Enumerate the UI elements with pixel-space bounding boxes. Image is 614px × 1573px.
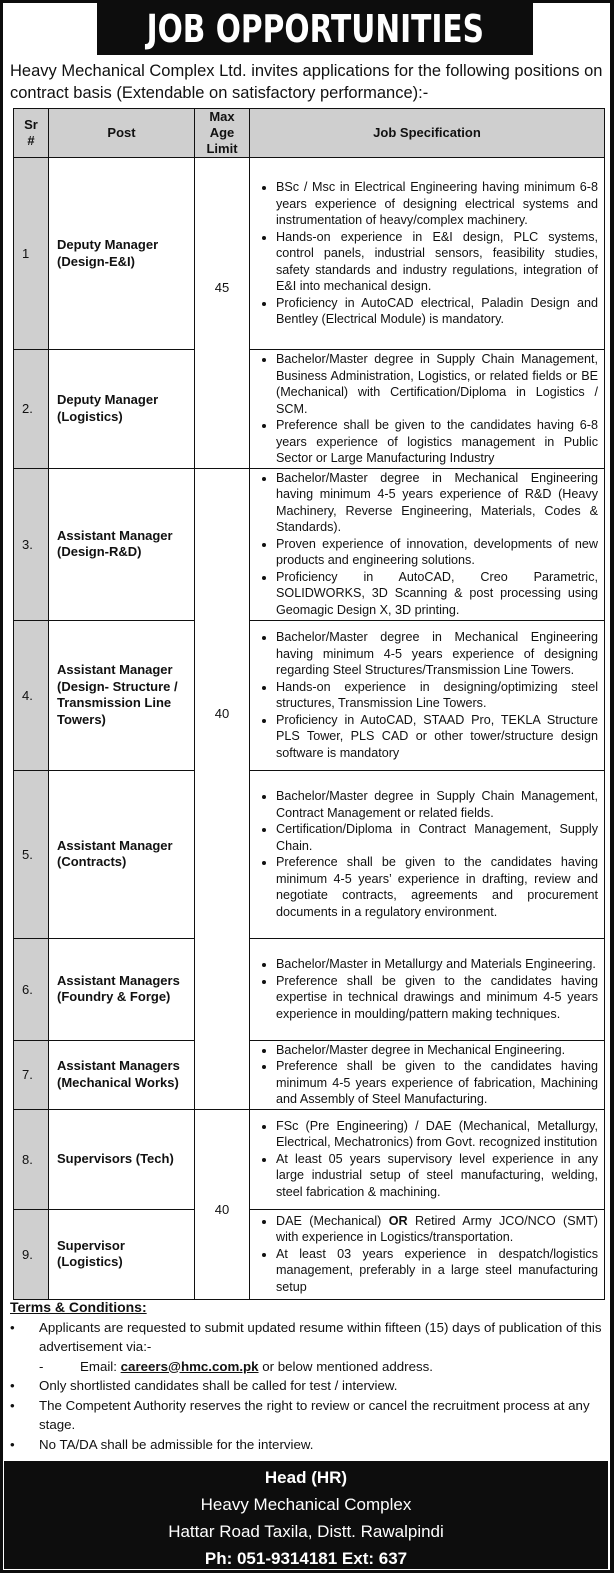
spec-item: • Bachelor/Master degree in Mechanical Engineering.	[276, 1042, 598, 1059]
terms-item-text: The Competent Authority reserves the right to review or cancel the recruitment process at any stage.	[39, 1397, 590, 1432]
job-spec-cell	[250, 350, 605, 469]
intro-text: Heavy Mechanical Complex Ltd. invites applications for the following positions on contract basis (Extendable on satisfactory performance):-	[10, 62, 603, 102]
table-row	[14, 1109, 605, 1209]
spec-list	[256, 788, 598, 920]
post-cell: Supervisor (Logistics)	[49, 1209, 195, 1299]
spec-list	[256, 1118, 598, 1201]
bullet-icon: •	[10, 1319, 15, 1335]
email-label: Email:	[80, 1358, 117, 1374]
bullet-icon: •	[10, 1436, 15, 1452]
table-row	[14, 1209, 605, 1299]
spec-list	[256, 1213, 598, 1296]
spec-item: • Proficiency in AutoCAD, STAAD Pro, TEKLA Structure PLS Tower, PLS CAD or other tower/structure design software is mandatory	[276, 712, 598, 762]
terms-item	[10, 1435, 610, 1455]
sr-cell: 1	[14, 158, 49, 350]
post-cell: Assistant Manager (Design-R&D)	[49, 468, 195, 620]
footer-org: Heavy Mechanical Complex	[200, 1495, 412, 1514]
bullet-icon: •	[10, 1397, 15, 1413]
job-spec-cell	[250, 1209, 605, 1299]
footer-head: Head (HR)	[264, 1468, 348, 1487]
post-cell: Assistant Managers (Foundry & Forge)	[49, 938, 195, 1040]
footer-phone: Ph: 051-9314181 Ext: 637	[204, 1549, 408, 1568]
spec-list	[256, 470, 598, 619]
terms-item	[10, 1318, 610, 1357]
spec-item: • FSc (Pre Engineering) / DAE (Mechanical, Metallurgy, Electrical, Mechatronics) from Govt. recognized institution	[276, 1118, 598, 1151]
table-row	[14, 350, 605, 469]
spec-item: • Bachelor/Master degree in Supply Chain Management, Contract Management or related fields.	[276, 788, 598, 821]
spec-item: • Hands-on experience in E&I design, PLC systems, control panels, industrial sensors, feasibility studies, safety standards and industry regulations, integration of E&I into mechanical design.	[276, 229, 598, 295]
job-spec-cell	[250, 938, 605, 1040]
banner-title	[97, 3, 533, 55]
table-row	[14, 620, 605, 770]
sr-cell: 5.	[14, 770, 49, 938]
spec-list	[256, 351, 598, 467]
spec-item: • Preference shall be given to the candidates having 6-8 years experience of logistics management in Public Sector or Large Manufacturing Industry	[276, 417, 598, 467]
job-spec-cell	[250, 1109, 605, 1209]
sr-cell: 4.	[14, 620, 49, 770]
spec-item: • Proven experience of innovation, developments of new products and engineering solutions.	[276, 536, 598, 569]
table-row	[14, 468, 605, 620]
spec-list	[256, 179, 598, 328]
terms-item	[10, 1396, 610, 1435]
spec-item: • Proficiency in AutoCAD, Creo Parametric, SOLIDWORKS, 3D Scanning & post processing using Geomagic Design X, 3D printing.	[276, 569, 598, 619]
sr-cell: 7.	[14, 1040, 49, 1109]
spec-list	[256, 956, 598, 1022]
job-spec-cell	[250, 158, 605, 350]
terms-item-text: Only shortlisted candidates shall be called for test / interview.	[39, 1378, 398, 1393]
terms-item-text: No TA/DA shall be admissible for the interview.	[39, 1436, 314, 1452]
header-post: Post	[49, 109, 195, 158]
terms-subitem-email	[10, 1357, 610, 1377]
table-header-row	[14, 109, 605, 158]
age-limit-cell: 40	[195, 1109, 250, 1299]
spec-item: • Bachelor/Master degree in Mechanical Engineering having minimum 4-5 years experience of R&D (Heavy Machinery, Reverse Engineering, Materials, Codes & Standards).	[276, 470, 598, 536]
post-cell: Assistant Manager (Contracts)	[49, 770, 195, 938]
email-link[interactable]: careers@hmc.com.pk	[120, 1358, 259, 1374]
spec-item: • DAE (Mechanical) OR Retired Army JCO/NCO (SMT) with experience in Logistics/transportation.	[276, 1213, 598, 1246]
footer-address: Hattar Road Taxila, Distt. Rawalpindi	[168, 1522, 444, 1541]
terms-item-text: Applicants are requested to submit updated resume within fifteen (15) days of publication of this advertisement via:-	[39, 1319, 602, 1354]
contact-footer	[4, 1461, 608, 1569]
spec-item: • Bachelor/Master degree in Mechanical Engineering having minimum 4-5 years experience of designing regarding Steel Structures/Transmission Line Towers.	[276, 629, 598, 679]
terms-list	[10, 1318, 610, 1455]
dash-icon: -	[39, 1358, 44, 1374]
header-age-text: Max Age Limit	[206, 109, 238, 156]
post-cell: Supervisors (Tech)	[49, 1109, 195, 1209]
job-spec-cell	[250, 468, 605, 620]
terms-section	[10, 1298, 610, 1454]
table-row	[14, 158, 605, 350]
job-spec-cell	[250, 1040, 605, 1109]
spec-item: • BSc / Msc in Electrical Engineering having minimum 6-8 years experience of designing electrical systems and instrumentation of heavy/complex machinery.	[276, 179, 598, 229]
spec-item: • At least 03 years experience in despatch/logistics management, preferably in a large steel manufacturing setup	[276, 1246, 598, 1296]
spec-list	[256, 1042, 598, 1108]
jobs-table	[13, 108, 605, 1300]
header-sr	[14, 109, 49, 158]
age-limit-cell: 40	[195, 468, 250, 1109]
sr-cell: 6.	[14, 938, 49, 1040]
job-spec-cell	[250, 770, 605, 938]
age-limit-cell: 45	[195, 158, 250, 469]
email-suffix: or below mentioned address.	[258, 1358, 433, 1374]
spec-item: • Proficiency in AutoCAD electrical, Paladin Design and Bentley (Electrical Module) is mandatory.	[276, 295, 598, 328]
bullet-icon: •	[10, 1378, 15, 1393]
header-spec: Job Specification	[250, 109, 605, 158]
sr-cell: 2.	[14, 350, 49, 469]
banner-title-text: JOB OPPORTUNITIES	[146, 7, 484, 51]
header-age	[195, 109, 250, 158]
table-row	[14, 770, 605, 938]
spec-item: • Bachelor/Master degree in Supply Chain Management, Business Administration, Logistics, or related fields or BE (Mechanical) with Certification/Diploma in Logistics / SCM.	[276, 351, 598, 417]
terms-title: Terms & Conditions:	[10, 1299, 147, 1315]
post-cell: Deputy Manager (Logistics)	[49, 350, 195, 469]
spec-item: • At least 05 years supervisory level experience in any large industrial setup of steel manufacturing, welding, steel fabrication & machining.	[276, 1151, 598, 1201]
spec-item: • Bachelor/Master in Metallurgy and Materials Engineering.	[276, 956, 598, 973]
sr-cell: 9.	[14, 1209, 49, 1299]
terms-item	[10, 1376, 610, 1396]
spec-item: • Certification/Diploma in Contract Management, Supply Chain.	[276, 821, 598, 854]
post-cell: Deputy Manager (Design-E&I)	[49, 158, 195, 350]
table-row	[14, 1040, 605, 1109]
spec-item: • Preference shall be given to the candidates having minimum 4-5 years experience of fabrication, Machining and Assembly of Steel Manufacturing.	[276, 1058, 598, 1108]
post-cell: Assistant Manager (Design- Structure / Transmission Line Towers)	[49, 620, 195, 770]
spec-item: • Preference shall be given to the candidates having expertise in technical drawings and minimum 4-5 years experience in moulding/pattern making techniques.	[276, 973, 598, 1023]
job-spec-cell	[250, 620, 605, 770]
spec-item: • Preference shall be given to the candidates having minimum 4-5 years’ experience in drafting, review and negotiate contracts, agreements and procurement documents in a regulatory environment.	[276, 854, 598, 920]
post-cell: Assistant Managers (Mechanical Works)	[49, 1040, 195, 1109]
table-row	[14, 938, 605, 1040]
sr-cell: 8.	[14, 1109, 49, 1209]
job-advertisement	[3, 3, 610, 1570]
header-sr-text: Sr #	[24, 117, 38, 148]
or-emphasis: OR	[388, 1213, 408, 1228]
spec-item: • Hands-on experience in designing/optimizing steel structures, Transmission Line Towers.	[276, 679, 598, 712]
sr-cell: 3.	[14, 468, 49, 620]
spec-list	[256, 629, 598, 761]
